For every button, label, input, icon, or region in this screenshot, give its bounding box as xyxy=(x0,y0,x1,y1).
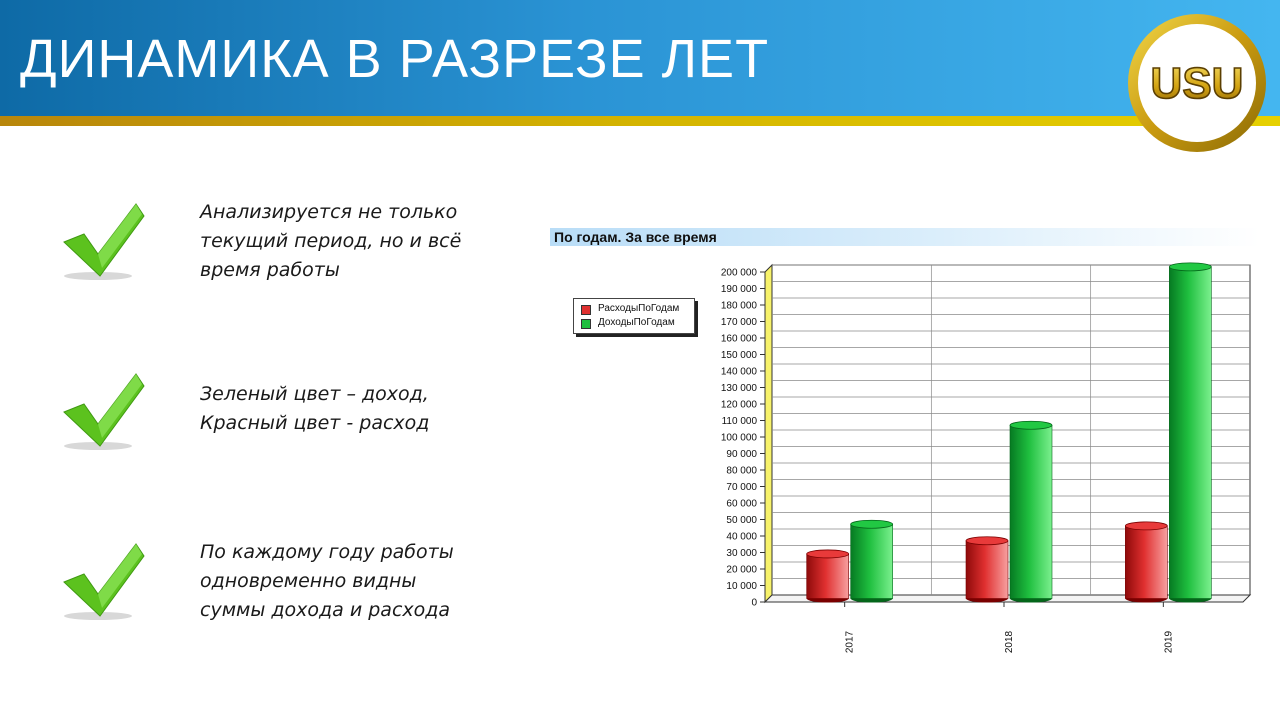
y-tick-label: 10 000 xyxy=(726,581,757,592)
bar-top-expense xyxy=(1125,522,1167,530)
y-tick-label: 160 000 xyxy=(720,333,757,345)
legend-swatch-red xyxy=(581,305,591,315)
y-tick-label: 140 000 xyxy=(720,366,757,378)
bullet-item-1 xyxy=(58,198,578,308)
chart-header xyxy=(550,228,1260,246)
y-tick-label: 90 000 xyxy=(726,449,757,460)
bar-top-income xyxy=(851,520,893,528)
bar-top-expense xyxy=(966,537,1008,545)
check-mark-icon xyxy=(58,198,150,284)
y-tick-label: 50 000 xyxy=(726,515,757,526)
y-tick-label: 110 000 xyxy=(721,416,757,427)
y-tick-label: 170 000 xyxy=(720,317,757,328)
y-tick-label: 0 xyxy=(751,597,757,609)
header-gold-stripe xyxy=(0,116,1280,126)
header-bar xyxy=(0,0,1280,116)
x-tick-label: 2018 xyxy=(1004,630,1015,654)
bar-expense-2018 xyxy=(966,541,1008,599)
page-title: ДИНАМИКА В РАЗРЕЗЕ ЛЕТ xyxy=(20,29,770,89)
chart-title: По годам. За все время xyxy=(554,229,717,245)
bullet-item-3 xyxy=(58,538,578,648)
x-tick-label: 2019 xyxy=(1163,630,1175,654)
bar-top-income xyxy=(1169,263,1211,271)
bar-income-2017 xyxy=(851,524,893,598)
y-tick-label: 40 000 xyxy=(726,531,757,543)
logo-text: USU xyxy=(1150,59,1244,108)
bullet-text: По каждому году работы одновременно видны суммы дохода и расхода xyxy=(200,541,454,621)
bullet-text: Зеленый цвет – доход, Красный цвет - расход xyxy=(200,383,430,434)
bar-income-2019 xyxy=(1169,267,1211,599)
bar-top-expense xyxy=(807,550,849,558)
y-tick-label: 190 000 xyxy=(720,284,757,295)
check-mark-icon xyxy=(58,538,150,624)
legend-label-expenses: РасходыПоГодам xyxy=(598,303,680,314)
y-tick-label: 70 000 xyxy=(726,482,757,493)
y-tick-label: 60 000 xyxy=(726,498,757,510)
x-tick-label: 2017 xyxy=(844,630,856,654)
y-tick-label: 180 000 xyxy=(720,300,757,312)
y-tick-label: 20 000 xyxy=(726,564,757,576)
legend-label-income: ДоходыПоГодам xyxy=(598,317,675,328)
bullet-text: Анализируется не только текущий период, но и всё время работы xyxy=(200,201,462,281)
bar-top-income xyxy=(1010,421,1052,429)
usu-logo xyxy=(1126,12,1268,154)
plot-side-wall xyxy=(765,265,772,602)
chart-legend xyxy=(573,298,695,334)
y-tick-label: 30 000 xyxy=(726,548,757,559)
y-tick-label: 150 000 xyxy=(720,350,757,361)
y-tick-label: 80 000 xyxy=(726,465,757,477)
legend-swatch-green xyxy=(581,319,591,329)
bar-expense-2019 xyxy=(1125,526,1167,599)
bullet-item-2 xyxy=(58,368,578,478)
y-tick-label: 130 000 xyxy=(720,383,757,394)
bar-income-2018 xyxy=(1010,425,1052,598)
y-tick-label: 100 000 xyxy=(720,432,757,444)
y-tick-label: 120 000 xyxy=(720,399,757,411)
check-mark-icon xyxy=(58,368,150,454)
bar-expense-2017 xyxy=(807,554,849,599)
y-tick-label: 200 000 xyxy=(720,267,757,279)
